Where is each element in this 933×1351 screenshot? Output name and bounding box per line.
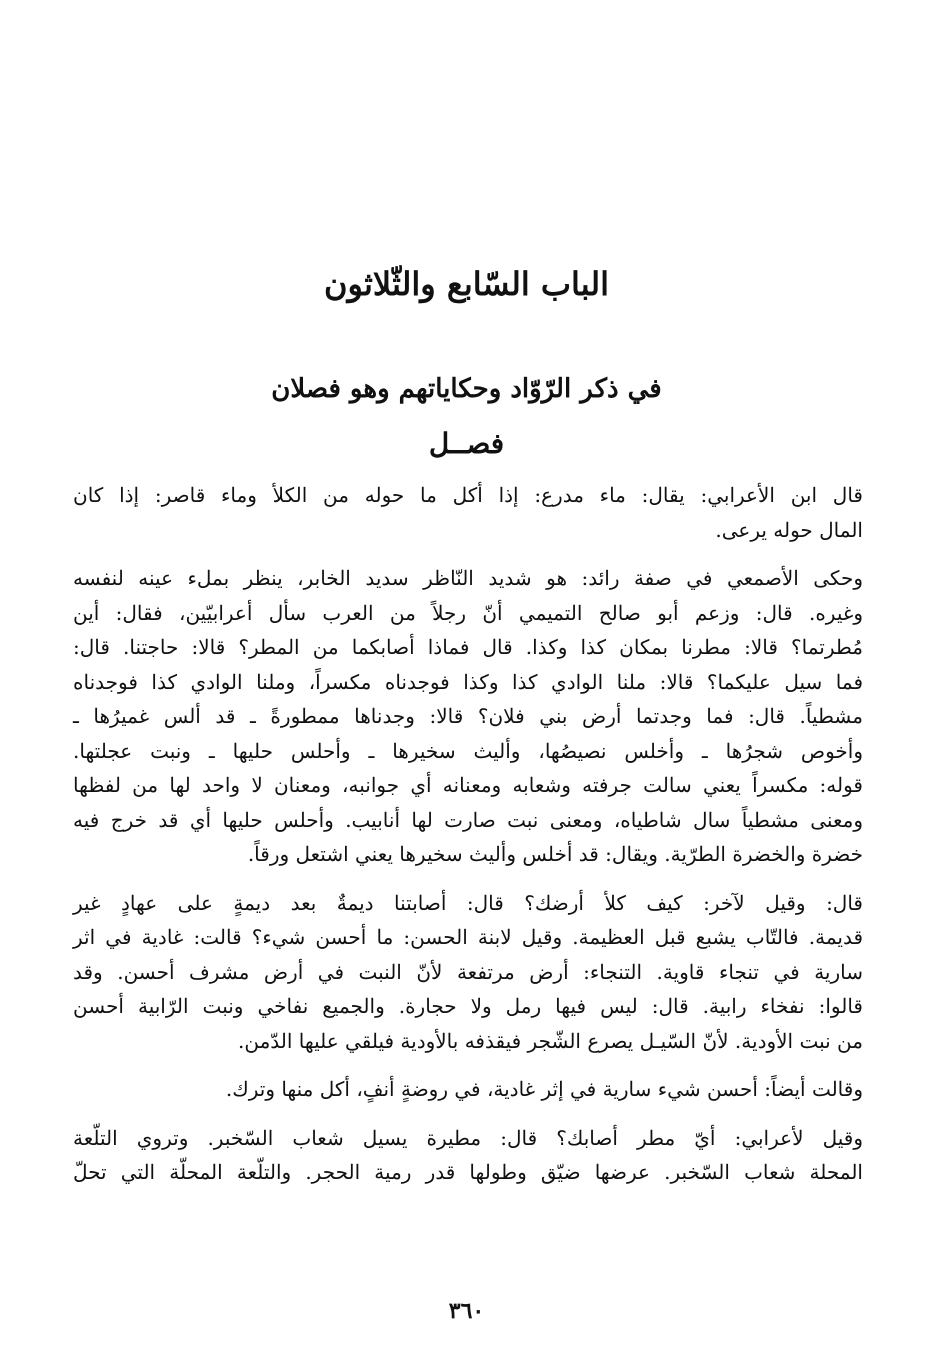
text-line: وأخوص شجرُها ـ وأخلس نصيصُها، وأليث سخيرها ـ وأحلس حليها ـ ونبت عجلتها. [73,738,863,763]
text-line: المحلة شعاب السّخبر. عرضها ضيّق وطولها قدر رمية الحجر. والتلّعة المحلّة التي تحلّ [73,1160,863,1184]
page-number: ٣٦٠ [448,1298,485,1324]
text-line: قالوا: نفخاء رابية. قال: ليس فيها رمل ولا حجارة. والجميع نفاخي ونبت الرّابية أحسن [73,994,863,1018]
text-line: وحكى الأصمعي في صفة رائد: هو شديد النّاظر سديد الخابر، ينظر بملء عينه لنفسه [73,566,863,590]
text-line: سارية في تنجاء قاوية. التنجاء: أرض مرتفعة لأنّ النبت في أرض مشرف أحسن. وقد [73,959,863,984]
text-line: مُطرتما؟ قالا: مطرنا بمكان كذا وكذا. قال فماذا أصابكما من المطر؟ قالا: حاجتنا. قال: [73,635,863,659]
section-heading: فصــل [428,427,505,460]
paragraph [73,1072,863,1107]
chapter-title: الباب السّابع والثّلاثون [323,265,610,303]
text-line: قديمة. فالتّاب يشبع قبل العظيمة. وقيل لابنة الحسن: ما أحسن شيء؟ قالت: غادية في اثر [73,925,863,949]
paragraph [73,886,863,1059]
paragraph [73,478,863,547]
text-line: المال حوله يرعى. [715,517,863,542]
text-line: وقيل لأعرابي: أيّ مطر أصابك؟ قال: مطيرة يسيل شعاب السّخبر. وتروي التلّعة [73,1125,863,1150]
text-line: مشطياً. قال: فما وجدتما أرض بني فلان؟ قالا: وجدناها ممطورةً ـ قد ألس غميرُها ـ [73,704,863,728]
text-line: قوله: مكسراً يعني سالت جرفته وشعابه ومعنانه أي جوانبه، ومعنان لا واحد لها من لفظها [73,773,863,797]
text-line: ومعنى مشطياً سال شاطياه، ومعنى نبت صارت لها أنابيب. وأحلس حليها أي قد خرج فيه [73,807,863,832]
text-line: من نبت الأودية. لأنّ السّيـل يصرع الشّجر فيقذفه بالأودية فيلقي عليها الدّمن. [238,1028,863,1053]
text-line: وغيره. قال: وزعم أبو صالح التميمي أنّ رجلاً من العرب سأل أعرابيّين، فقال: أين [73,600,863,625]
text-line: فما سيل عليكما؟ قالا: ملنا الوادي كذا وكذا فوجدناه مكسراً، وملنا الوادي كذا فوجدناه [73,669,864,694]
text-line: قال: وقيل لآخر: كيف كلأ أرضك؟ قال: أصابتنا ديمةٌ بعد ديمةٍ على عهادٍ غير [73,890,863,915]
text-line: وقالت أيضاً: أحسن شيء سارية في إثر غادية، في روضةٍ أنفٍ، أكل منها وترك. [225,1077,863,1101]
chapter-subtitle: في ذكر الرّوّاد وحكاياتهم وهو فصلان [271,374,662,404]
body-text [73,478,863,1190]
paragraph [73,561,863,872]
text-line: قال ابن الأعرابي: يقال: ماء مدرع: إذا أكل ما حوله من الكلأ وماء قاصر: إذا كان [73,483,863,507]
paragraph [73,1121,863,1190]
text-line: خضرة والخضرة الطرّية. ويقال: قد أخلس وأليث سخيرها يعني اشتعل ورقاً. [247,842,863,866]
